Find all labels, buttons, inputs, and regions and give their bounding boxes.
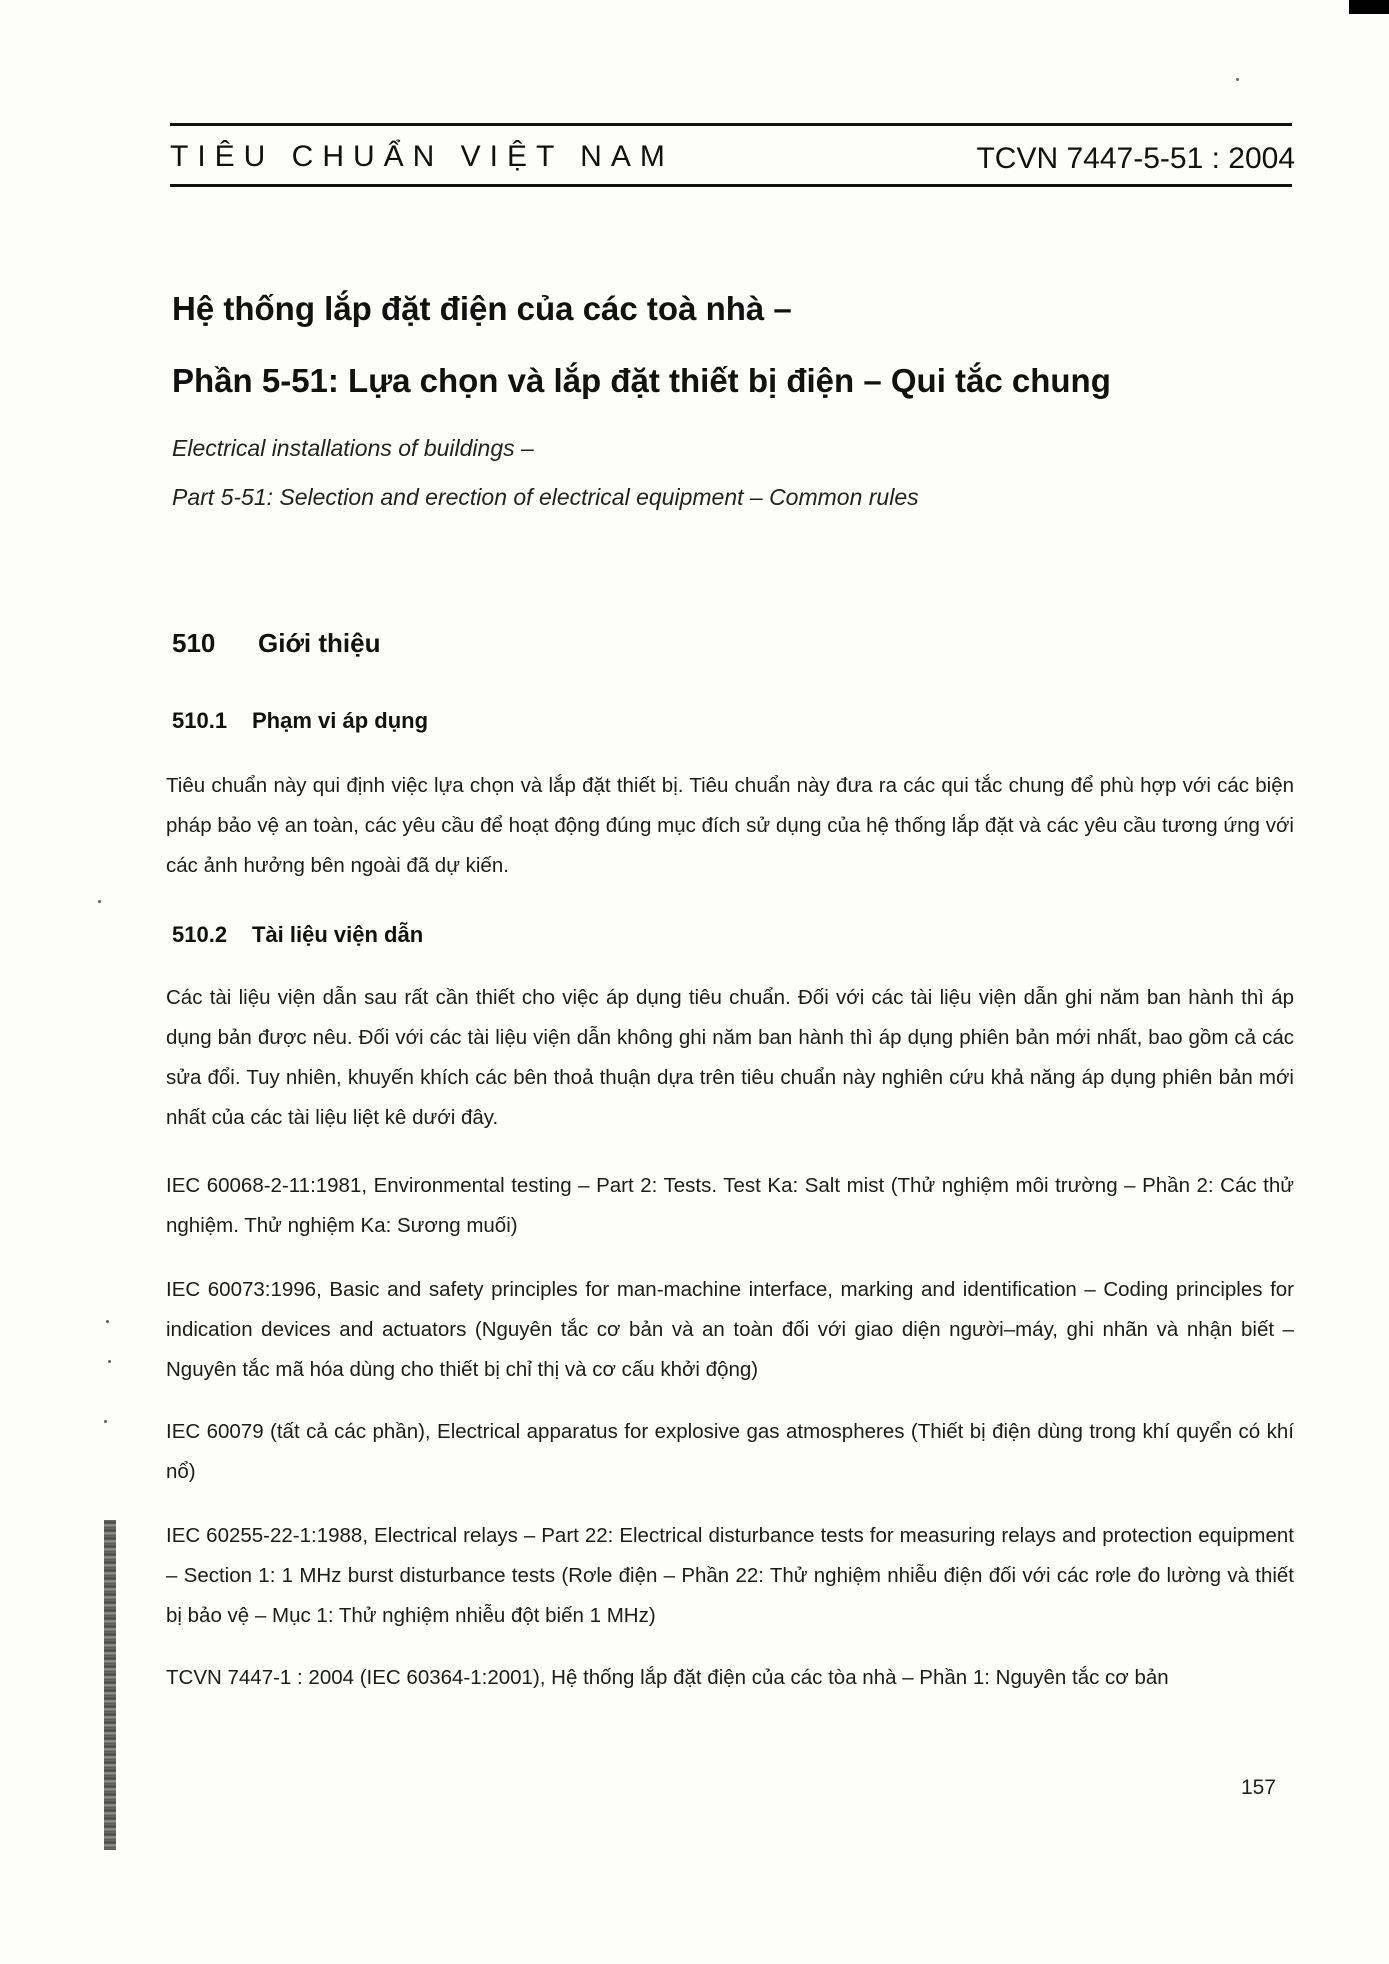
paragraph-references-intro: Các tài liệu viện dẫn sau rất cần thiết cho việc áp dụng tiêu chuẩn. Đối với các tài liệu viện dẫn ghi năm ban hành thì áp dụng bản được nêu. Đối với các tài liệu viện dẫn không ghi năm ban hành thì áp dụng phiên bản mới nhất, bao gồm cả các sửa đổi. Tuy nhiên, khuyến khích các bên thoả thuận dựa trên tiêu chuẩn này nghiên cứu khả năng áp dụng phiên bản mới nhất của các tài liệu liệt kê dưới đây. [166, 986, 1294, 1129]
section-heading [172, 628, 380, 659]
subsection-title: Tài liệu viện dẫn [252, 922, 424, 947]
reference-item: IEC 60073:1996, Basic and safety principles for man-machine interface, marking and identification – Coding principles for indication devices and actuators (Nguyên tắc cơ bản và an toàn đối với giao diện người–máy, ghi nhãn và nhận biết – Nguyên tắc mã hóa dùng cho thiết bị chỉ thị và cơ cấu khởi động) [166, 1278, 1294, 1381]
reference-item: IEC 60079 (tất cả các phần), Electrical apparatus for explosive gas atmospheres (Thiết bị điện dùng trong khí quyển có khí nổ) [166, 1420, 1294, 1483]
subsection-heading-references [172, 922, 423, 948]
section-title: Giới thiệu [258, 628, 381, 658]
title-vietnamese-line1: Hệ thống lắp đặt điện của các toà nhà – [172, 290, 792, 327]
subsection-title: Phạm vi áp dụng [252, 708, 429, 733]
scan-binding-marks [104, 1520, 116, 1850]
page-number: 157 [1240, 1776, 1276, 1799]
scan-corner-mark [1349, 0, 1389, 14]
paragraph-scope: Tiêu chuẩn này qui định việc lựa chọn và lắp đặt thiết bị. Tiêu chuẩn này đưa ra các qui tắc chung để phù hợp với các biện pháp bảo vệ an toàn, các yêu cầu để hoạt động đúng mục đích sử dụng của hệ thống lắp đặt và các yêu cầu tương ứng với các ảnh hưởng bên ngoài đã dự kiến. [166, 774, 1294, 877]
scan-speck [98, 900, 101, 903]
scan-speck [104, 1420, 107, 1423]
title-english-line1: Electrical installations of buildings – [172, 435, 534, 461]
scan-speck [1236, 78, 1239, 81]
subsection-heading-scope [172, 708, 428, 734]
header-bottom-rule [170, 184, 1292, 187]
scan-speck [108, 1360, 111, 1363]
header-top-rule [170, 123, 1292, 126]
section-number: 510 [172, 628, 216, 658]
reference-item: IEC 60068-2-11:1981, Environmental testing – Part 2: Tests. Test Ka: Salt mist (Thử nghiệm môi trường – Phần 2: Các thử nghiệm. Thử nghiệm Ka: Sương muối) [166, 1174, 1294, 1237]
title-vietnamese-line2: Phần 5-51: Lựa chọn và lắp đặt thiết bị điện – Qui tắc chung [172, 362, 1111, 399]
standard-series-label: TIÊU CHUẨN VIỆT NAM [170, 140, 674, 173]
standard-code: TCVN 7447-5-51 : 2004 [976, 142, 1295, 175]
subsection-number: 510.2 [172, 922, 228, 947]
title-english-line2: Part 5-51: Selection and erection of electrical equipment – Common rules [172, 484, 919, 510]
scan-speck [106, 1320, 109, 1323]
reference-item: TCVN 7447-1 : 2004 (IEC 60364-1:2001), Hệ thống lắp đặt điện của các tòa nhà – Phần 1: Nguyên tắc cơ bản [166, 1666, 1169, 1689]
subsection-number: 510.1 [172, 708, 228, 733]
reference-item: IEC 60255-22-1:1988, Electrical relays – Part 22: Electrical disturbance tests for measuring relays and protection equipment – Section 1: 1 MHz burst disturbance tests (Rơle điện – Phần 22: Thử nghiệm nhiễu điện đối với các rơle đo lường và thiết bị bảo vệ – Mục 1: Thử nghiệm nhiễu đột biến 1 MHz) [166, 1524, 1294, 1627]
